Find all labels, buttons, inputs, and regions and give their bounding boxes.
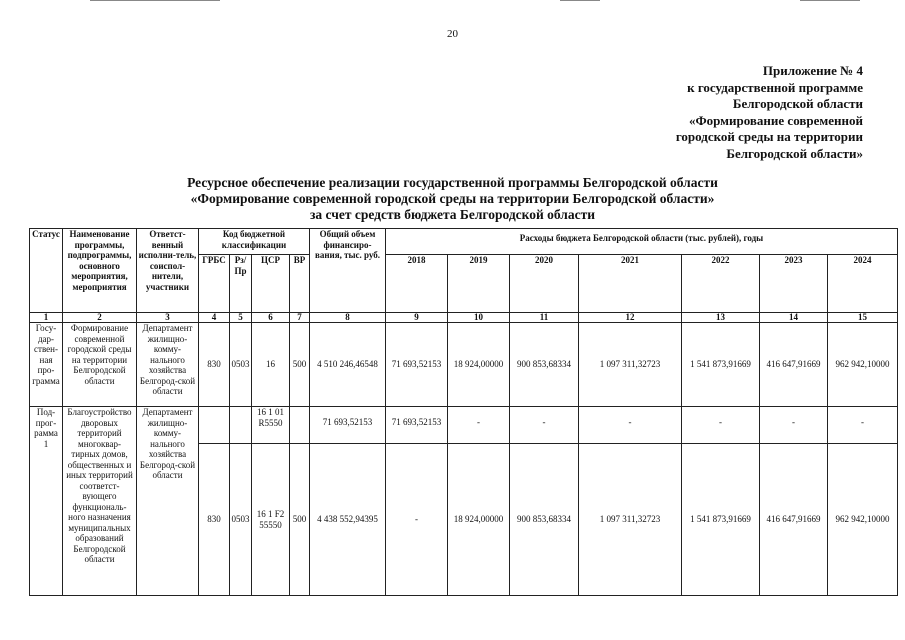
row-value: 18 924,00000 [448,444,510,596]
row-vr: 500 [290,323,310,407]
row-total: 71 693,52153 [310,407,386,444]
row-rzpr: 0503 [230,444,252,596]
row-rzpr-empty [230,407,252,444]
title-line: «Формирование современной городской среды на территории Белгородской области» [190,191,715,206]
row-name: Формирование современной городской среды на территории Белгородской области [63,323,137,407]
row-value: 71 693,52153 [386,407,448,444]
row-executor: Департамент жилищно-комму-нального хозяйства Белгород-ской области [137,407,199,596]
column-number: 14 [760,313,828,323]
header-year: 2020 [510,255,579,313]
header-year: 2022 [682,255,760,313]
row-value: - [448,407,510,444]
scan-edge-mark [560,0,600,1]
row-value: 900 853,68334 [510,323,579,407]
column-number-row [30,313,898,323]
row-csr: 16 1 01 R5550 [252,407,290,444]
column-number: 8 [310,313,386,323]
resource-table [29,228,898,596]
column-number: 12 [579,313,682,323]
column-number: 13 [682,313,760,323]
header-name: Наименование программы, подпрограммы, основного мероприятия, мероприятия [63,229,137,313]
header-year: 2021 [579,255,682,313]
appendix-line: Белгородской области» [726,145,863,161]
row-value: 71 693,52153 [386,323,448,407]
header-total: Общий объем финансиро-вания, тыс. руб. [310,229,386,313]
title-line: за счет средств бюджета Белгородской области [309,207,596,222]
row-total: 4 438 552,94395 [310,444,386,596]
row-value: 1 541 873,91669 [682,323,760,407]
appendix-line: к государственной программе [687,79,863,95]
row-vr-empty [290,407,310,444]
column-number: 4 [199,313,230,323]
row-value: - [682,407,760,444]
row-grbs: 830 [199,444,230,596]
appendix-line: городской среды на территории [675,129,863,144]
row-value: - [510,407,579,444]
row-value: 1 097 311,32723 [579,444,682,596]
row-csr: 16 1 F2 55550 [252,444,290,596]
row-value: 1 541 873,91669 [682,444,760,596]
row-value: - [579,407,682,444]
scan-edge-mark [90,0,220,1]
row-grbs-empty [199,407,230,444]
row-status: Под-прог-рамма 1 [30,407,63,596]
column-number: 3 [137,313,199,323]
column-number: 6 [252,313,290,323]
column-number: 10 [448,313,510,323]
title-line: Ресурсное обеспечение реализации государственной программы Белгородской области [187,175,718,190]
header-year: 2024 [828,255,898,313]
row-value: 416 647,91669 [760,444,828,596]
header-year: 2018 [386,255,448,313]
header-grbs: ГРБС [199,255,230,313]
row-value: 900 853,68334 [510,444,579,596]
row-csr: 16 [252,323,290,407]
appendix-block [603,63,863,162]
header-rzpr: Рз/Пр [230,255,252,313]
row-value: 18 924,00000 [448,323,510,407]
header-status: Статус [30,229,63,313]
header-year: 2019 [448,255,510,313]
header-executor: Ответст-венный исполни-тель, соиспол-нители, участники [137,229,199,313]
row-value: - [828,407,898,444]
column-number: 15 [828,313,898,323]
scan-edge-mark [800,0,860,1]
table-row-program [30,323,898,407]
row-value: - [386,444,448,596]
header-year: 2023 [760,255,828,313]
appendix-line: Приложение № 4 [762,63,863,78]
row-status: Госу-дар-ствен-ная про-грамма [30,323,63,407]
header-budget-code: Код бюджетной классификации [199,229,310,255]
row-value: 962 942,10000 [828,444,898,596]
column-number: 7 [290,313,310,323]
appendix-line: «Формирование современной [688,112,863,128]
row-value: 962 942,10000 [828,323,898,407]
column-number: 2 [63,313,137,323]
row-rzpr: 0503 [230,323,252,407]
row-value: - [760,407,828,444]
header-csr: ЦСР [252,255,290,313]
column-number: 5 [230,313,252,323]
column-number: 9 [386,313,448,323]
header-vr: ВР [290,255,310,313]
row-value: 1 097 311,32723 [579,323,682,407]
column-number: 11 [510,313,579,323]
page-number: 20 [447,28,458,40]
row-executor: Департамент жилищно-комму-нального хозяйства Белгород-ской области [137,323,199,407]
document-title [0,175,905,223]
column-number: 1 [30,313,63,323]
appendix-line: Белгородской области [732,96,863,111]
header-expenses: Расходы бюджета Белгородской области (тыс. рублей), годы [386,229,898,255]
row-grbs: 830 [199,323,230,407]
row-total: 4 510 246,46548 [310,323,386,407]
table-row-subprogram [30,407,898,444]
row-vr: 500 [290,444,310,596]
row-value: 416 647,91669 [760,323,828,407]
row-name: Благоустройство дворовых территорий многоквар-тирных домов, общественных и иных территорий соответст-вующего функциональ-ного назначения муниципальных образований Белгородской области [63,407,137,596]
